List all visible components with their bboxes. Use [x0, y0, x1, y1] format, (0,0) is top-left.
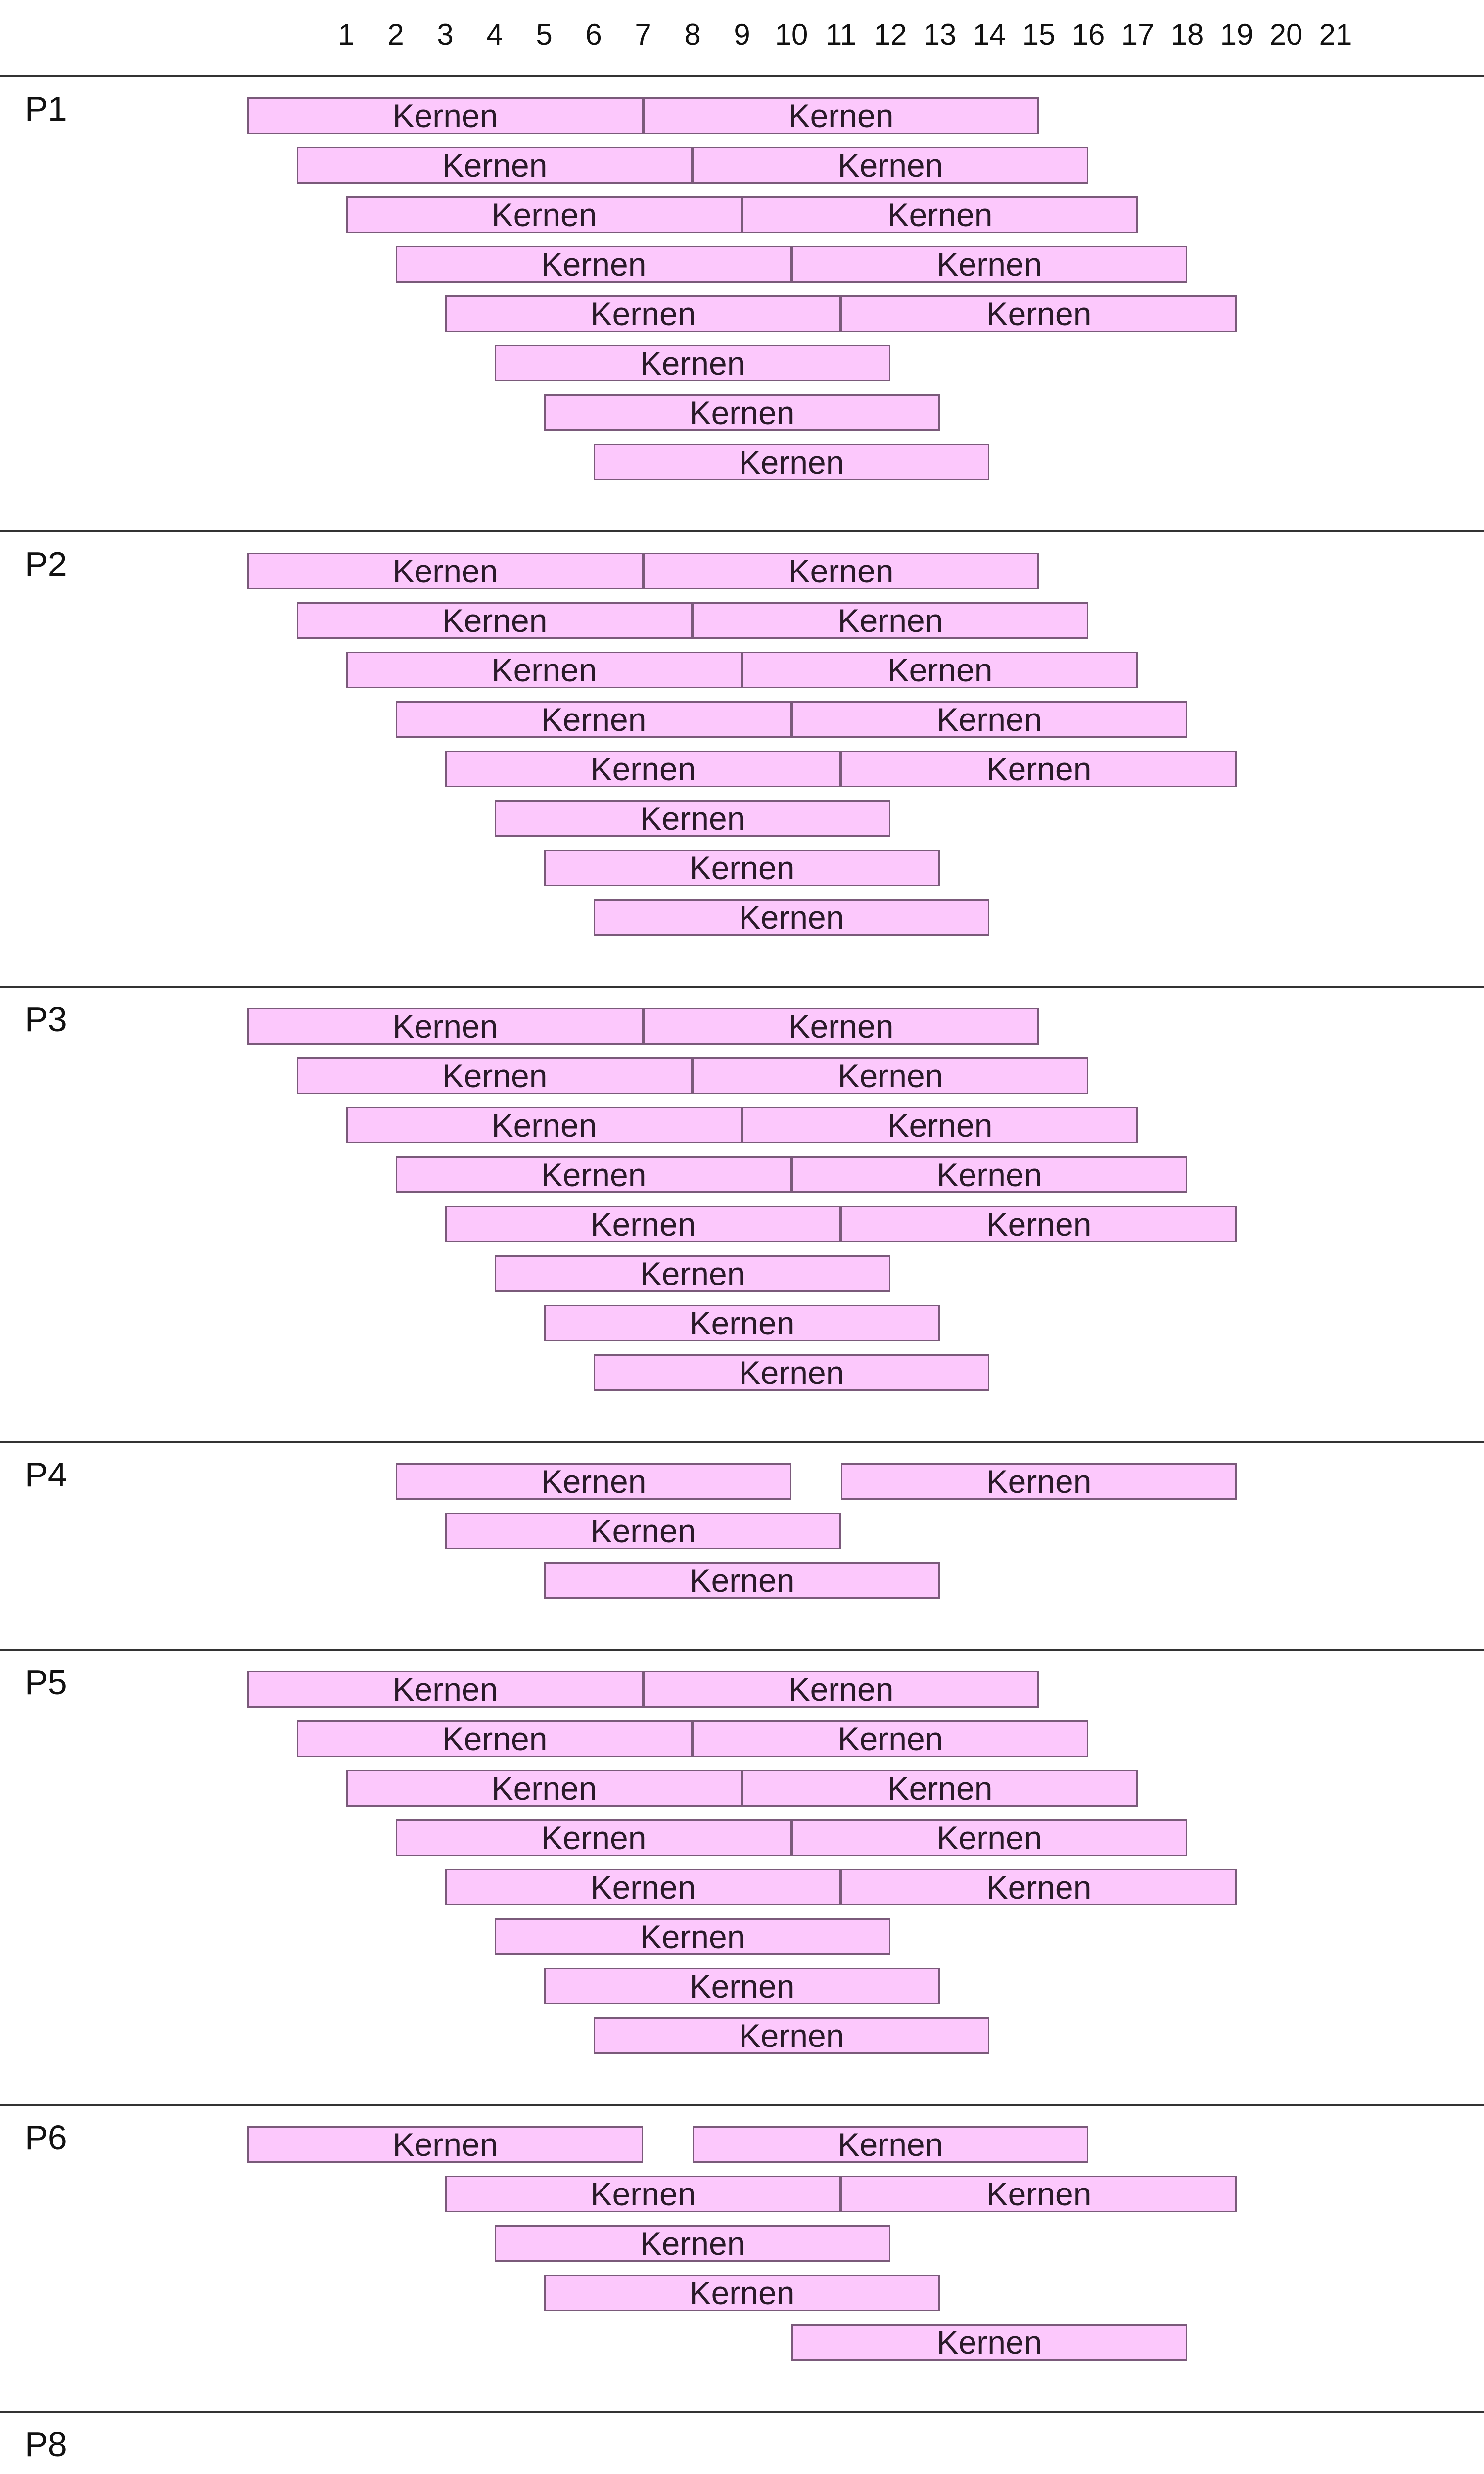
hour-label: 5 — [536, 18, 553, 51]
program-block[interactable]: Kernen — [841, 1463, 1237, 1500]
program-block[interactable]: Kernen — [396, 1463, 791, 1500]
channel-divider — [0, 1441, 1484, 1443]
program-block[interactable]: Kernen — [445, 1513, 841, 1549]
program-block[interactable]: Kernen — [841, 1869, 1237, 1905]
program-block[interactable]: Kernen — [791, 701, 1187, 738]
program-block[interactable]: Kernen — [742, 196, 1138, 233]
program-block[interactable]: Kernen — [544, 394, 940, 431]
program-block[interactable]: Kernen — [297, 147, 693, 184]
program-block[interactable]: Kernen — [495, 800, 890, 837]
channel-divider — [0, 2411, 1484, 2413]
program-block[interactable]: Kernen — [791, 1819, 1187, 1856]
program-block[interactable]: Kernen — [693, 1057, 1088, 1094]
hour-label: 16 — [1071, 18, 1105, 51]
channel-label: P8 — [25, 2425, 67, 2464]
hour-label: 19 — [1220, 18, 1253, 51]
channel-divider — [0, 2104, 1484, 2106]
program-block[interactable]: Kernen — [495, 345, 890, 381]
program-block[interactable]: Kernen — [594, 1354, 989, 1391]
program-block[interactable]: Kernen — [693, 602, 1088, 639]
program-block[interactable]: Kernen — [247, 97, 643, 134]
program-block[interactable]: Kernen — [693, 147, 1088, 184]
program-block[interactable]: Kernen — [742, 652, 1138, 688]
hour-label: 3 — [437, 18, 454, 51]
channel-label: P2 — [25, 545, 67, 583]
program-block[interactable]: Kernen — [445, 1206, 841, 1242]
program-block[interactable]: Kernen — [791, 2324, 1187, 2361]
program-block[interactable]: Kernen — [693, 2126, 1088, 2163]
hour-label: 6 — [585, 18, 602, 51]
hour-label: 11 — [825, 18, 857, 51]
channel-label: P3 — [25, 1000, 67, 1039]
hour-label: 1 — [338, 18, 355, 51]
hour-label: 21 — [1319, 18, 1352, 51]
program-block[interactable]: Kernen — [594, 444, 989, 480]
program-block[interactable]: Kernen — [495, 2225, 890, 2262]
program-block[interactable]: Kernen — [594, 2017, 989, 2054]
program-block[interactable]: Kernen — [396, 1156, 791, 1193]
program-block[interactable]: Kernen — [346, 652, 742, 688]
program-block[interactable]: Kernen — [791, 246, 1187, 283]
program-block[interactable]: Kernen — [346, 1107, 742, 1143]
program-block[interactable]: Kernen — [247, 1008, 643, 1045]
hour-label: 8 — [684, 18, 701, 51]
program-block[interactable]: Kernen — [544, 1562, 940, 1599]
program-block[interactable]: Kernen — [643, 1008, 1039, 1045]
program-block[interactable]: Kernen — [544, 1305, 940, 1341]
program-block[interactable]: Kernen — [346, 196, 742, 233]
program-block[interactable]: Kernen — [841, 2176, 1237, 2212]
program-block[interactable]: Kernen — [445, 1869, 841, 1905]
channel-label: P5 — [25, 1663, 67, 1702]
program-block[interactable]: Kernen — [643, 1671, 1039, 1708]
program-block[interactable]: Kernen — [396, 701, 791, 738]
hour-label: 7 — [635, 18, 651, 51]
program-block[interactable]: Kernen — [594, 899, 989, 936]
hour-label: 13 — [923, 18, 957, 51]
hour-label: 10 — [775, 18, 808, 51]
program-block[interactable]: Kernen — [396, 246, 791, 283]
hour-label: 14 — [973, 18, 1006, 51]
hour-label: 2 — [387, 18, 404, 51]
program-block[interactable]: Kernen — [495, 1918, 890, 1955]
program-block[interactable]: Kernen — [742, 1107, 1138, 1143]
program-block[interactable]: Kernen — [247, 1671, 643, 1708]
program-block[interactable]: Kernen — [445, 751, 841, 787]
program-block[interactable]: Kernen — [445, 2176, 841, 2212]
program-block[interactable]: Kernen — [396, 1819, 791, 1856]
program-block[interactable]: Kernen — [841, 1206, 1237, 1242]
program-block[interactable]: Kernen — [742, 1770, 1138, 1807]
program-block[interactable]: Kernen — [544, 1968, 940, 2004]
hour-label: 18 — [1170, 18, 1204, 51]
program-block[interactable]: Kernen — [297, 1057, 693, 1094]
channel-label: P4 — [25, 1455, 67, 1494]
hour-label: 9 — [734, 18, 750, 51]
program-block[interactable]: Kernen — [841, 751, 1237, 787]
program-block[interactable]: Kernen — [247, 553, 643, 589]
hour-label: 17 — [1121, 18, 1155, 51]
channel-divider — [0, 986, 1484, 988]
hour-label: 4 — [486, 18, 503, 51]
program-block[interactable]: Kernen — [445, 295, 841, 332]
program-block[interactable]: Kernen — [544, 2275, 940, 2311]
program-block[interactable]: Kernen — [643, 553, 1039, 589]
program-block[interactable]: Kernen — [247, 2126, 643, 2163]
channel-divider — [0, 1649, 1484, 1651]
program-block[interactable]: Kernen — [841, 295, 1237, 332]
program-block[interactable]: Kernen — [297, 602, 693, 639]
channel-label: P1 — [25, 90, 67, 128]
program-block[interactable]: Kernen — [544, 850, 940, 886]
program-block[interactable]: Kernen — [495, 1255, 890, 1292]
channel-label: P6 — [25, 2118, 67, 2157]
hour-label: 15 — [1022, 18, 1056, 51]
program-block[interactable]: Kernen — [643, 97, 1039, 134]
channel-divider — [0, 530, 1484, 532]
hour-label: 12 — [874, 18, 907, 51]
program-block[interactable]: Kernen — [693, 1720, 1088, 1757]
program-block[interactable]: Kernen — [346, 1770, 742, 1807]
program-block[interactable]: Kernen — [791, 1156, 1187, 1193]
program-block[interactable]: Kernen — [297, 1720, 693, 1757]
channel-divider — [0, 75, 1484, 77]
hour-label: 20 — [1269, 18, 1303, 51]
